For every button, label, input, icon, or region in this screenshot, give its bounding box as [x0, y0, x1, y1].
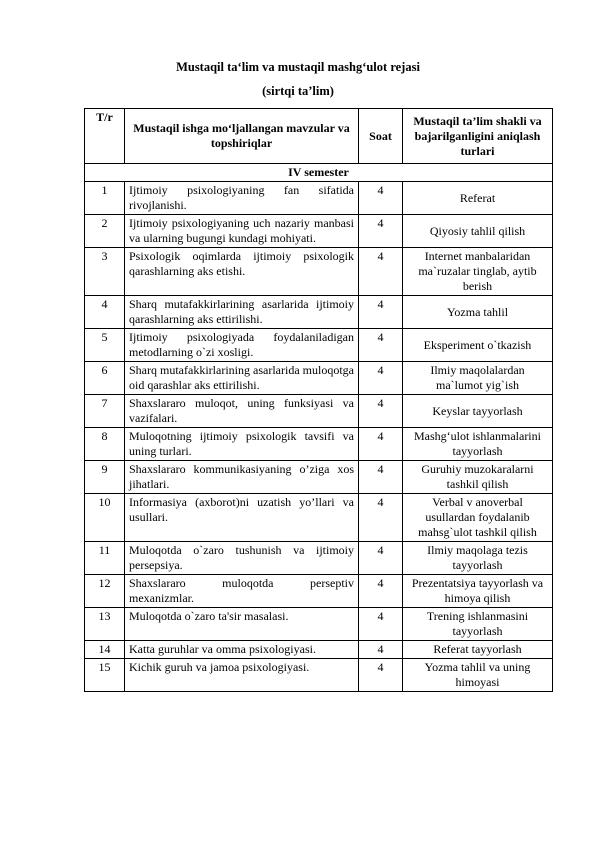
row-form: Referat tayyorlash: [403, 641, 553, 659]
row-number: 3: [85, 248, 125, 296]
table-row: [85, 641, 553, 659]
row-topic: Shaxslararo muloqot, uning funksiyasi va vazifalari.: [125, 395, 359, 428]
semester-label: IV semester: [85, 164, 553, 182]
row-hours: 4: [359, 641, 403, 659]
table-row: [85, 659, 553, 692]
row-number: 12: [85, 575, 125, 608]
row-hours: 4: [359, 461, 403, 494]
table-row: [85, 428, 553, 461]
row-form: Referat: [403, 182, 553, 215]
header-topic: Mustaqil ishga mo‘ljallangan mavzular va topshiriqlar: [125, 109, 359, 164]
row-topic: Sharq mutafakkirlarining asarlarida ijtimoiy qarashlarning aks ettirilishi.: [125, 296, 359, 329]
table-row: [85, 329, 553, 362]
row-form: Trening ishlanmasini tayyorlash: [403, 608, 553, 641]
row-topic: Shaxslararo muloqotda perseptiv mexanizmlar.: [125, 575, 359, 608]
row-topic: Muloqotda o`zaro ta'sir masalasi.: [125, 608, 359, 641]
row-topic: Muloqotda o`zaro tushunish va ijtimoiy persepsiya.: [125, 542, 359, 575]
table-row: [85, 542, 553, 575]
header-row: [85, 109, 553, 164]
row-form: Keyslar tayyorlash: [403, 395, 553, 428]
row-topic: Ijtimoiy psixologiyada foydalaniladigan metodlarning o`zi xosligi.: [125, 329, 359, 362]
row-number: 4: [85, 296, 125, 329]
header-hours: Soat: [359, 109, 403, 164]
row-form: Ilmiy maqolaga tezis tayyorlash: [403, 542, 553, 575]
row-form: Internet manbalaridan ma`ruzalar tinglab, aytib berish: [403, 248, 553, 296]
row-number: 13: [85, 608, 125, 641]
row-hours: 4: [359, 428, 403, 461]
row-number: 11: [85, 542, 125, 575]
row-number: 6: [85, 362, 125, 395]
row-form: Prezentatsiya tayyorlash va himoya qilish: [403, 575, 553, 608]
table-row: [85, 296, 553, 329]
row-number: 5: [85, 329, 125, 362]
row-hours: 4: [359, 494, 403, 542]
plan-table: [84, 108, 553, 692]
row-hours: 4: [359, 542, 403, 575]
row-form: Yozma tahlil va uning himoyasi: [403, 659, 553, 692]
row-topic: Ijtimoiy psixologiyaning uch nazariy manbasi va ularning bugungi kundagi mohiyati.: [125, 215, 359, 248]
row-topic: Shaxslararo kommunikasiyaning o’ziga xos jihatlari.: [125, 461, 359, 494]
row-hours: 4: [359, 215, 403, 248]
row-number: 14: [85, 641, 125, 659]
row-number: 7: [85, 395, 125, 428]
row-form: Verbal v anoverbal usullardan foydalanib mahsg`ulot tashkil qilish: [403, 494, 553, 542]
table-row: [85, 248, 553, 296]
header-number: T/r: [85, 109, 125, 164]
table-row: [85, 461, 553, 494]
row-hours: 4: [359, 248, 403, 296]
row-number: 10: [85, 494, 125, 542]
table-row: [85, 608, 553, 641]
row-topic: Informasiya (axborot)ni uzatish yo’llari va usullari.: [125, 494, 359, 542]
row-number: 1: [85, 182, 125, 215]
table-row: [85, 575, 553, 608]
row-number: 2: [85, 215, 125, 248]
row-hours: 4: [359, 329, 403, 362]
row-topic: Sharq mutafakkirlarining asarlarida muloqotga oid qarashlar aks ettirilishi.: [125, 362, 359, 395]
row-topic: Katta guruhlar va omma psixologiyasi.: [125, 641, 359, 659]
table-row: [85, 494, 553, 542]
row-form: Mashg‘ulot ishlanmalarini tayyorlash: [403, 428, 553, 461]
row-form: Ilmiy maqolalardan ma`lumot yig`ish: [403, 362, 553, 395]
row-number: 15: [85, 659, 125, 692]
row-topic: Ijtimoiy psixologiyaning fan sifatida rivojlanishi.: [125, 182, 359, 215]
row-number: 9: [85, 461, 125, 494]
row-number: 8: [85, 428, 125, 461]
table-row: [85, 395, 553, 428]
row-hours: 4: [359, 362, 403, 395]
row-hours: 4: [359, 608, 403, 641]
document-title: Mustaqil ta‘lim va mustaqil mashg‘ulot rejasi: [176, 60, 420, 74]
row-form: Yozma tahlil: [403, 296, 553, 329]
row-form: Eksperiment o`tkazish: [403, 329, 553, 362]
semester-row: [85, 164, 553, 182]
table-row: [85, 215, 553, 248]
row-topic: Muloqotning ijtimoiy psixologik tavsifi va uning turlari.: [125, 428, 359, 461]
row-hours: 4: [359, 575, 403, 608]
row-hours: 4: [359, 659, 403, 692]
row-hours: 4: [359, 395, 403, 428]
row-hours: 4: [359, 296, 403, 329]
row-topic: Kichik guruh va jamoa psixologiyasi.: [125, 659, 359, 692]
document-subtitle: (sirtqi ta’lim): [262, 84, 334, 98]
table-row: [85, 362, 553, 395]
row-form: Qiyosiy tahlil qilish: [403, 215, 553, 248]
row-hours: 4: [359, 182, 403, 215]
row-topic: Psixologik oqimlarda ijtimoiy psixologik qarashlarning aks etishi.: [125, 248, 359, 296]
row-form: Guruhiy muzokaralarni tashkil qilish: [403, 461, 553, 494]
header-form: Mustaqil ta’lim shakli va bajarilganligini aniqlash turlari: [403, 109, 553, 164]
table-row: [85, 182, 553, 215]
